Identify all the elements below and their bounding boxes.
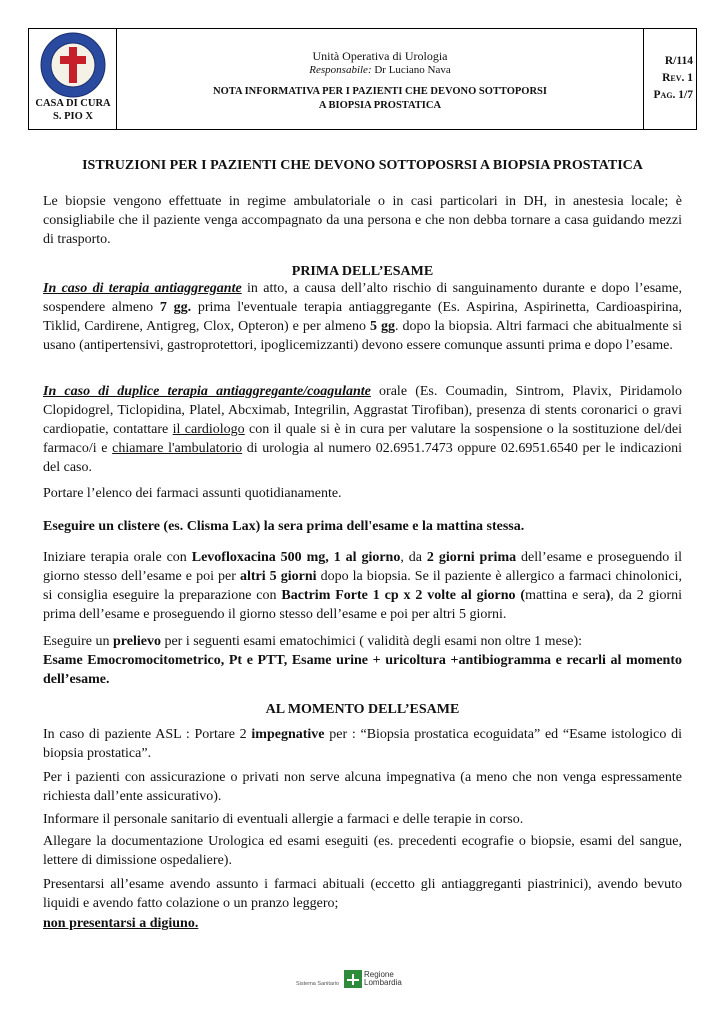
antiaggregant-text3: . dopo la biopsia. Altri farmaci che abitualmente si usano (antipertensivi, gastroprotettori, ipoglicemizzanti) devono essere comunque assunti prima e dopo l’esame. [43,319,683,353]
asl-paragraph [43,725,682,763]
note-line2: A BIOPSIA PROSTATICA [318,100,442,111]
header-title-cell [117,29,643,129]
blood-test-paragraph [43,632,682,689]
section-momento-title: AL MOMENTO DELL’ESAME [265,702,460,717]
doc-code-block [654,53,693,104]
header-logo-cell [29,29,117,129]
clinic-line1: CASA DI CURA [35,98,111,109]
cardiologist-text: il cardiologo [172,422,245,437]
doc-revision: Rev. 1 [662,72,693,84]
document-header [28,28,697,130]
antiaggregant-text2: prima l'eventuale terapia antiaggregante (Es. Aspirina, Aspirinetta, Cardioaspirina, Tiklid, Cardirene, Antigreg, Clox, Opteron) e per almeno [43,300,682,334]
drug-list-paragraph: Portare l’elenco dei farmaci assunti quotidianamente. [43,486,342,501]
responsible-name: Dr Luciano Nava [374,64,451,76]
antiaggregant-days7: 7 gg. [159,300,192,315]
levofloxacin-dose: Levofloxacina 500 mg, 1 al giorno [191,550,401,565]
blood-draw-word: prelievo [112,634,161,649]
clinic-line2: S. PIO X [53,111,93,122]
documentation-paragraph: Allegare la documentazione Urologica ed esami eseguiti (es. precedenti ecografie o biopsie, esami del sangue, lettere di dimissione ospedaliere). [43,834,682,868]
responsible-line [117,64,643,76]
asl-text1: In caso di paziente ASL : Portare 2 [43,727,252,742]
bactrim-dose: Bactrim Forte 1 cp x 2 volte al giorno ( [281,588,526,603]
antiaggregant-lead: In caso di terapia antiaggregante [43,281,242,296]
lombardia-word: Lombardia [364,978,402,987]
enema-paragraph: Eseguire un clistere (es. Clisma Lax) la sera prima dell'esame e la mattina stessa. [43,519,525,534]
insurance-paragraph: Per i pazienti con assicurazione o privati non serve alcuna impegnativa (a meno che non venga espressamente richiesta dall’ente assicurativo). [43,770,682,804]
document-title: ISTRUZIONI PER I PAZIENTI CHE DEVONO SOTTOPOSRSI A BIOPSIA PROSTATICA [82,158,643,173]
regione-lombardia-footer [296,968,411,994]
asl-text2: per : “Biopsia prostatica ecoguidata” ed “Esame istologico di biopsia prostatica”. [43,727,682,761]
blood-test-text1: Eseguire un [43,634,113,649]
dual-therapy-text1: orale (Es. Coumadin, Sintrom, Plavix, Piridamolo Clopidogrel, Ticlopidina, Platel, Abcximab, Integrilin, Aggrastat Tirofiban), presenza di stents coronarici o gravi cardiopatie, contattare [43,384,682,437]
dual-therapy-paragraph [43,382,682,477]
allergy-paragraph: Informare il personale sanitario di eventuali allergie a farmaci e delle terapie in corso. [43,812,524,827]
antibiotic-text5: , da 2 giorni prima dell’esame e proseguendo il giorno stesso dell’esame e poi per altri 5 giorni. [43,588,683,622]
five-more-days: altri 5 giorni [239,569,317,584]
antiaggregant-text1: in atto, a causa dell’alto rischio di sanguinamento durante e dopo l’esame, sospendere almeno [43,281,682,315]
intro-paragraph: Le biopsie vengono effettuate in regime ambulatoriale o in casi particolari in DH, in anestesia locale; è consigliabile che il paziente venga accompagnato da una persona e che non debba tornare a casa guidando mezzi di trasporto. [43,194,682,247]
doc-page: Pag. 1/7 [653,89,693,101]
two-days-before: 2 giorni prima [426,550,517,565]
antibiotic-text3: dell’esame e proseguendo il giorno stesso dell’esame e poi per [43,550,683,584]
dual-therapy-lead: In caso di duplice terapia antiaggregante/coagulante [43,384,371,399]
antibiotic-text1: Iniziare terapia orale con [43,550,192,565]
bactrim-timing: mattina e sera [525,588,606,603]
call-clinic-text: chiamare l'ambulatorio [112,441,243,456]
required-exams: Esame Emocromocitometrico, Pt e PTT, Esame urine + uricoltura +antibiogramma e recarli al momento dell’esame. [43,653,682,687]
responsible-label: Responsabile: [309,64,372,76]
impegnative-word: impegnative [251,727,325,742]
section-prima-title: PRIMA DELL’ESAME [291,264,434,279]
regione-lombardia-logo-icon [344,970,362,988]
doc-code: R/114 [664,55,693,67]
antiaggregant-days5: 5 gg [369,319,395,334]
no-fasting-note: non presentarsi a digiuno. [43,916,199,931]
dual-therapy-text3: di urologia al numero 02.6951.7473 oppure 02.6951.6540 per le indicazioni del caso. [43,441,682,475]
note-line1: NOTA INFORMATIVA PER I PAZIENTI CHE DEVONO SOTTOPORSI [212,86,547,97]
presentation-paragraph: Presentarsi all’esame avendo assunto i farmaci abituali (eccetto gli antiaggreganti piastrinici), avendo bevuto liquidi e avendo fatto colazione o un pranzo leggero; [43,877,682,911]
clinic-name [29,97,117,123]
camillian-seal-logo [39,31,107,99]
antibiotic-paragraph [43,548,682,624]
note-title [117,85,643,113]
antibiotic-text4: dopo la biopsia. Se il paziente è allergico a farmaci chinolonici, si consiglia eseguire la preparazione con [43,569,683,603]
unit-name: Unità Operativa di Urologia [312,49,448,63]
regione-word: Regione [364,970,394,979]
dual-therapy-text2: con il quale si è in cura per valutare la sospensione o la sostituzione del/dei farmaco/i e [43,422,682,456]
antibiotic-text2: , da [400,550,427,565]
antiaggregant-paragraph [43,279,682,355]
sistema-sanitario-text: Sistema Sanitario [296,981,340,987]
regione-lombardia-text [364,971,402,987]
bactrim-close-paren: ) [605,588,611,603]
blood-test-text2: per i seguenti esami ematochimici ( validità degli esami non oltre 1 mese): [160,634,582,649]
header-code-cell [643,29,697,129]
